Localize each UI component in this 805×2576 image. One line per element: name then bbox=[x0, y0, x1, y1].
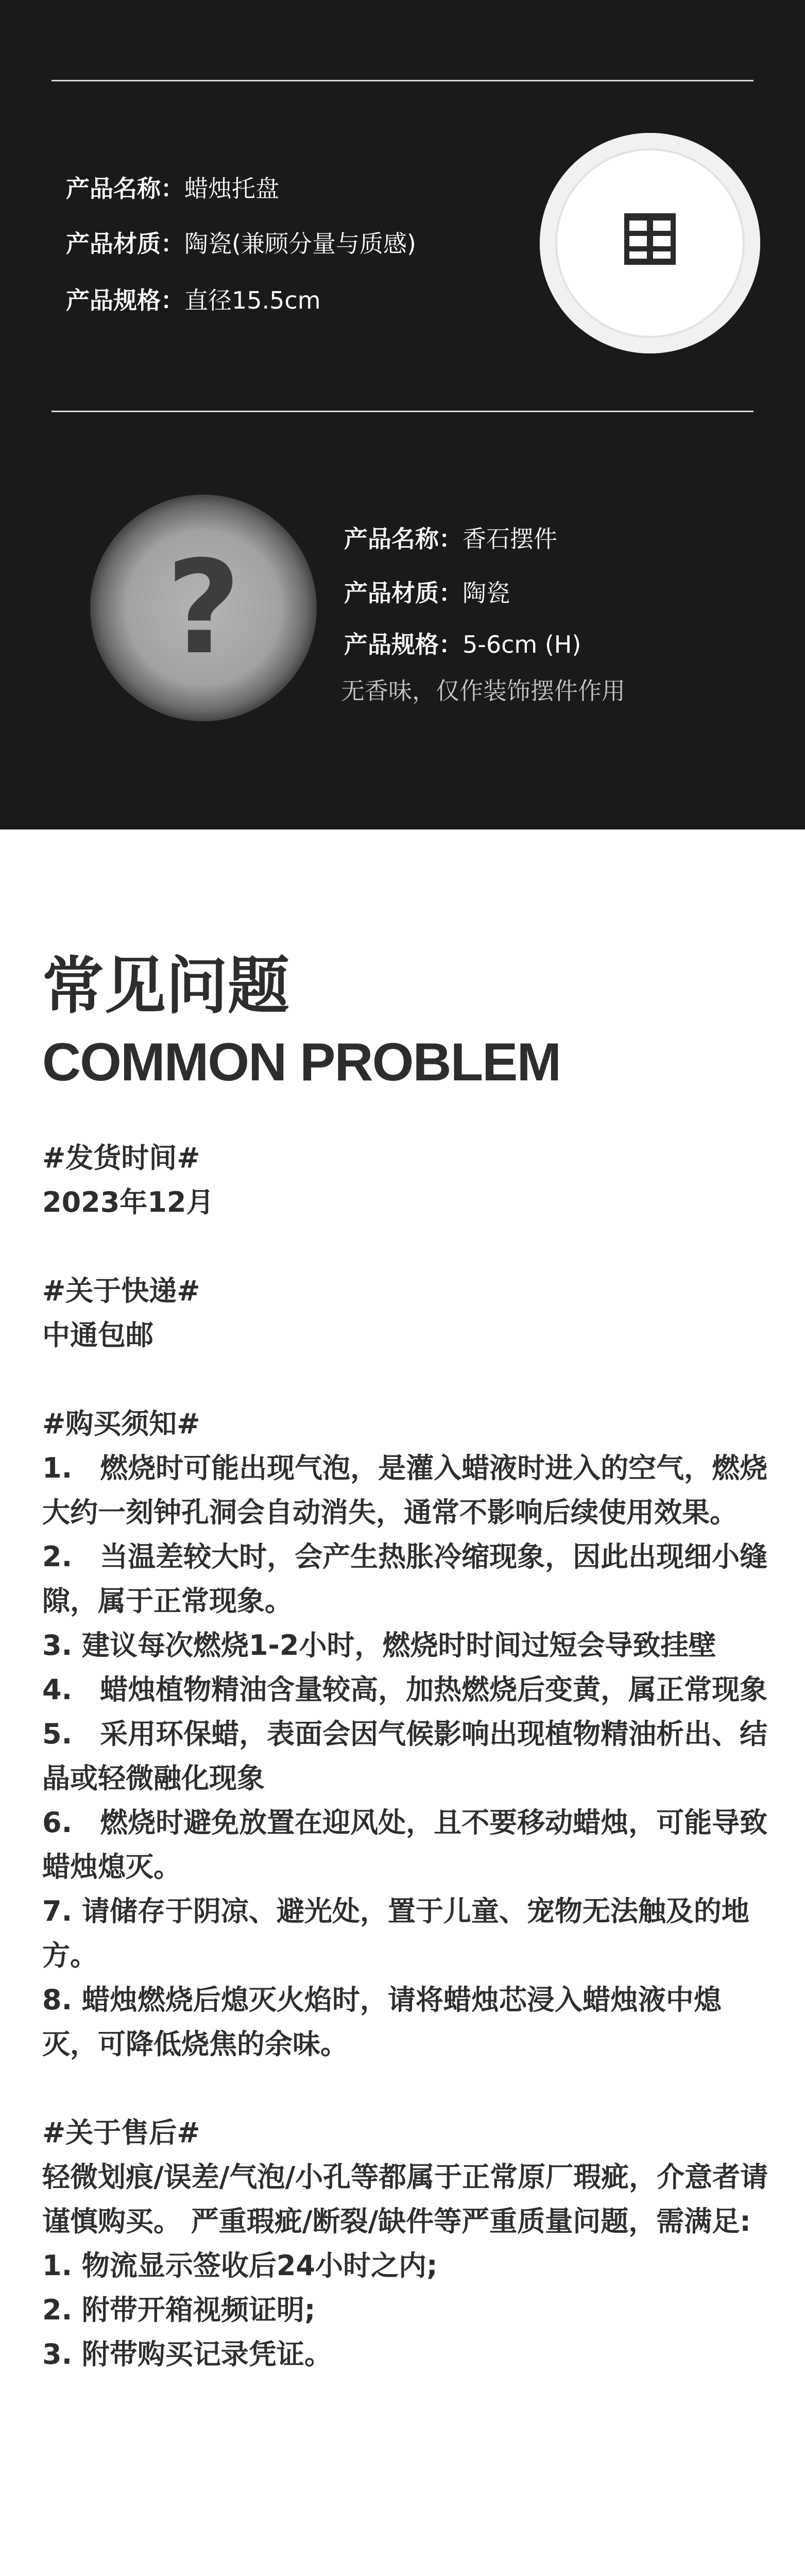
product-spec-section bbox=[0, 0, 805, 829]
shipping-text: 2023年12月 bbox=[42, 1186, 214, 1218]
purchase-note: 5. 采用环保蜡，表面会因气候影响出现植物精油析出、结晶或轻微融化现象 bbox=[42, 1718, 768, 1794]
purchase-note: 2. 当温差较大时，会产生热胀冷缩现象，因此出现细小缝隙，属于正常现象。 bbox=[42, 1540, 768, 1617]
stone-material-spec: 产品材质：陶瓷 bbox=[344, 579, 510, 607]
mystery-item-image bbox=[90, 495, 317, 721]
purchase-note: 4. 蜡烛植物精油含量较高，加热燃烧后变黄，属正常现象 bbox=[42, 1673, 768, 1706]
divider-top bbox=[52, 80, 753, 81]
aftersales-requirement: 1. 物流显示签收后24小时之内; bbox=[42, 2249, 438, 2282]
question-mark-icon: ? bbox=[166, 533, 241, 683]
faq-body bbox=[42, 1136, 768, 2377]
tray-material-spec: 产品材质：陶瓷(兼顾分量与质感) bbox=[66, 230, 416, 258]
tray-size-spec: 产品规格：直径15.5cm bbox=[66, 286, 321, 314]
aftersales-block bbox=[42, 2111, 768, 2377]
candle-tray-image bbox=[540, 133, 760, 353]
purchase-note: 8. 蜡烛燃烧后熄灭火焰时，请将蜡烛芯浸入蜡烛液中熄灭，可降低烧焦的余味。 bbox=[42, 1984, 722, 2060]
shipping-block bbox=[42, 1136, 768, 1225]
aftersales-text: 轻微划痕/误差/气泡/小孔等都属于正常原厂瑕疵，介意者请谨慎购买。 严重瑕疵/断裂/缺件等严重质量问题，需满足: bbox=[42, 2161, 768, 2238]
purchase-note: 7. 请储存于阴凉、避光处，置于儿童、宠物无法触及的地方。 bbox=[42, 1895, 749, 1972]
tray-name-spec: 产品名称：蜡烛托盘 bbox=[66, 175, 279, 202]
shipping-heading: #发货时间# bbox=[42, 1142, 200, 1174]
stone-note: 无香味，仅作装饰摆件作用 bbox=[341, 677, 625, 705]
purchase-note: 6. 燃烧时避免放置在迎风处，且不要移动蜡烛，可能导致蜡烛熄灭。 bbox=[42, 1806, 768, 1883]
purchase-note: 1. 燃烧时可能出现气泡，是灌入蜡液时进入的空气，燃烧大约一刻钟孔洞会自动消失，通常不影响后续使用效果。 bbox=[42, 1452, 768, 1529]
divider-middle bbox=[52, 411, 753, 412]
purchase-heading: #购买须知# bbox=[42, 1408, 200, 1440]
plate-logo-icon bbox=[624, 213, 676, 265]
stone-name-spec: 产品名称：香石摆件 bbox=[344, 525, 557, 553]
courier-heading: #关于快递# bbox=[42, 1275, 200, 1307]
aftersales-requirement: 2. 附带开箱视频证明; bbox=[42, 2294, 316, 2326]
faq-title: 常见问题 bbox=[42, 951, 289, 1022]
courier-block bbox=[42, 1269, 768, 1358]
aftersales-requirement: 3. 附带购买记录凭证。 bbox=[42, 2338, 332, 2370]
aftersales-heading: #关于售后# bbox=[42, 2116, 200, 2149]
stone-size-spec: 产品规格：5-6cm (H) bbox=[344, 631, 581, 658]
purchase-note: 3. 建议每次燃烧1-2小时，燃烧时时间过短会导致挂壁 bbox=[42, 1629, 716, 1662]
purchase-notes-block bbox=[42, 1402, 768, 2066]
faq-subtitle: COMMON PROBLEM bbox=[42, 1032, 561, 1092]
courier-text: 中通包邮 bbox=[42, 1319, 153, 1351]
